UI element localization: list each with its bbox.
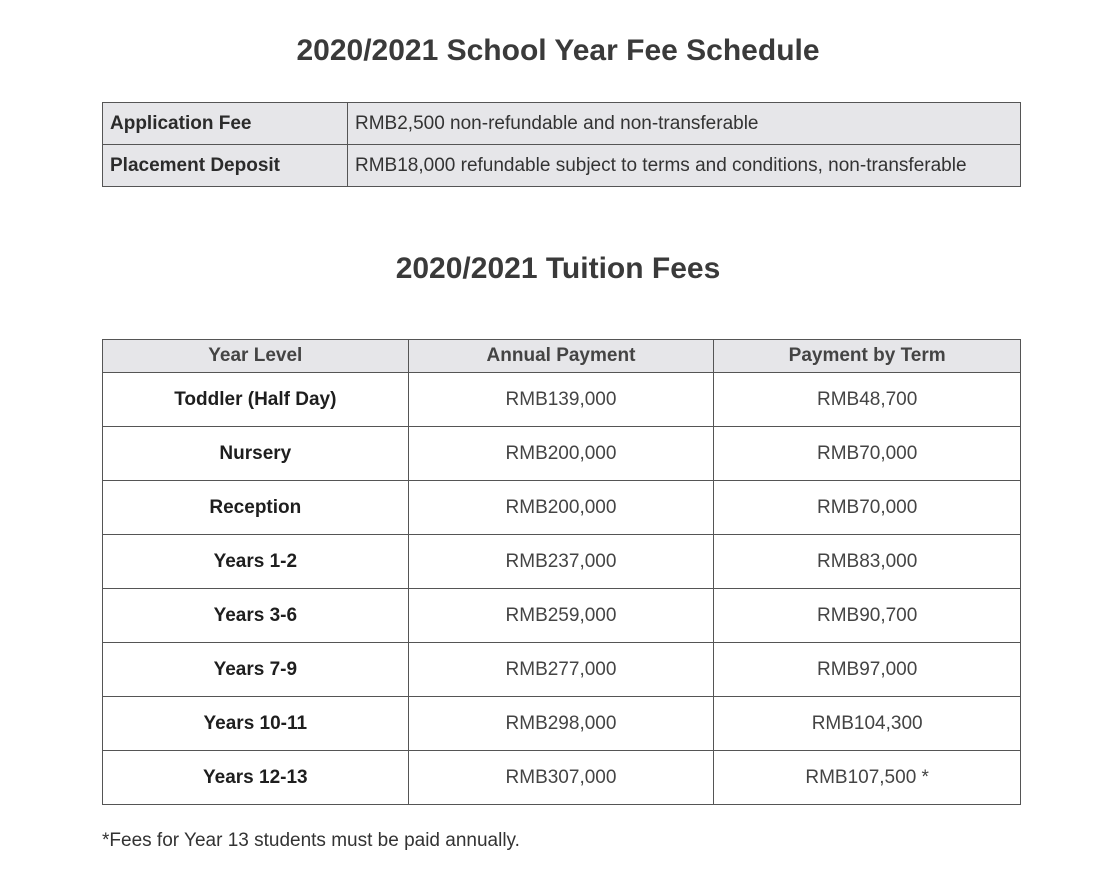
table-row xyxy=(103,427,1021,481)
year-level-cell: Years 3-6 xyxy=(103,589,409,643)
fee-value: RMB2,500 non-refundable and non-transferable xyxy=(348,103,1021,145)
year-level-cell: Years 10-11 xyxy=(103,697,409,751)
term-payment-cell: RMB83,000 xyxy=(714,535,1021,589)
table-header-row xyxy=(103,340,1021,373)
fee-label: Placement Deposit xyxy=(103,145,348,187)
term-payment-cell: RMB48,700 xyxy=(714,373,1021,427)
table-row xyxy=(103,481,1021,535)
annual-payment-cell: RMB277,000 xyxy=(408,643,714,697)
term-payment-cell: RMB90,700 xyxy=(714,589,1021,643)
year-level-cell: Toddler (Half Day) xyxy=(103,373,409,427)
fee-schedule-table xyxy=(102,102,1021,187)
year-level-cell: Years 7-9 xyxy=(103,643,409,697)
table-row xyxy=(103,145,1021,187)
table-row xyxy=(103,103,1021,145)
fee-value: RMB18,000 refundable subject to terms and conditions, non-transferable xyxy=(348,145,1021,187)
term-payment-cell: RMB97,000 xyxy=(714,643,1021,697)
table-row xyxy=(103,589,1021,643)
term-payment-cell: RMB70,000 xyxy=(714,427,1021,481)
term-payment-cell: RMB70,000 xyxy=(714,481,1021,535)
annual-payment-cell: RMB200,000 xyxy=(408,481,714,535)
column-header-year-level: Year Level xyxy=(103,340,409,373)
annual-payment-cell: RMB307,000 xyxy=(408,751,714,805)
term-payment-cell: RMB107,500 * xyxy=(714,751,1021,805)
table-row xyxy=(103,751,1021,805)
column-header-payment-by-term: Payment by Term xyxy=(714,340,1021,373)
table-row xyxy=(103,535,1021,589)
column-header-annual-payment: Annual Payment xyxy=(408,340,714,373)
year-level-cell: Years 1-2 xyxy=(103,535,409,589)
year-level-cell: Nursery xyxy=(103,427,409,481)
annual-payment-cell: RMB200,000 xyxy=(408,427,714,481)
table-row xyxy=(103,373,1021,427)
fee-label: Application Fee xyxy=(103,103,348,145)
table-row xyxy=(103,697,1021,751)
fee-schedule-title: 2020/2021 School Year Fee Schedule xyxy=(296,34,820,67)
year-level-cell: Reception xyxy=(103,481,409,535)
annual-payment-cell: RMB237,000 xyxy=(408,535,714,589)
annual-payment-cell: RMB139,000 xyxy=(408,373,714,427)
annual-payment-cell: RMB259,000 xyxy=(408,589,714,643)
annual-payment-cell: RMB298,000 xyxy=(408,697,714,751)
tuition-title: 2020/2021 Tuition Fees xyxy=(395,252,721,285)
year-level-cell: Years 12-13 xyxy=(103,751,409,805)
term-payment-cell: RMB104,300 xyxy=(714,697,1021,751)
tuition-table xyxy=(102,339,1021,805)
footnote: *Fees for Year 13 students must be paid annually. xyxy=(102,830,520,851)
table-row xyxy=(103,643,1021,697)
